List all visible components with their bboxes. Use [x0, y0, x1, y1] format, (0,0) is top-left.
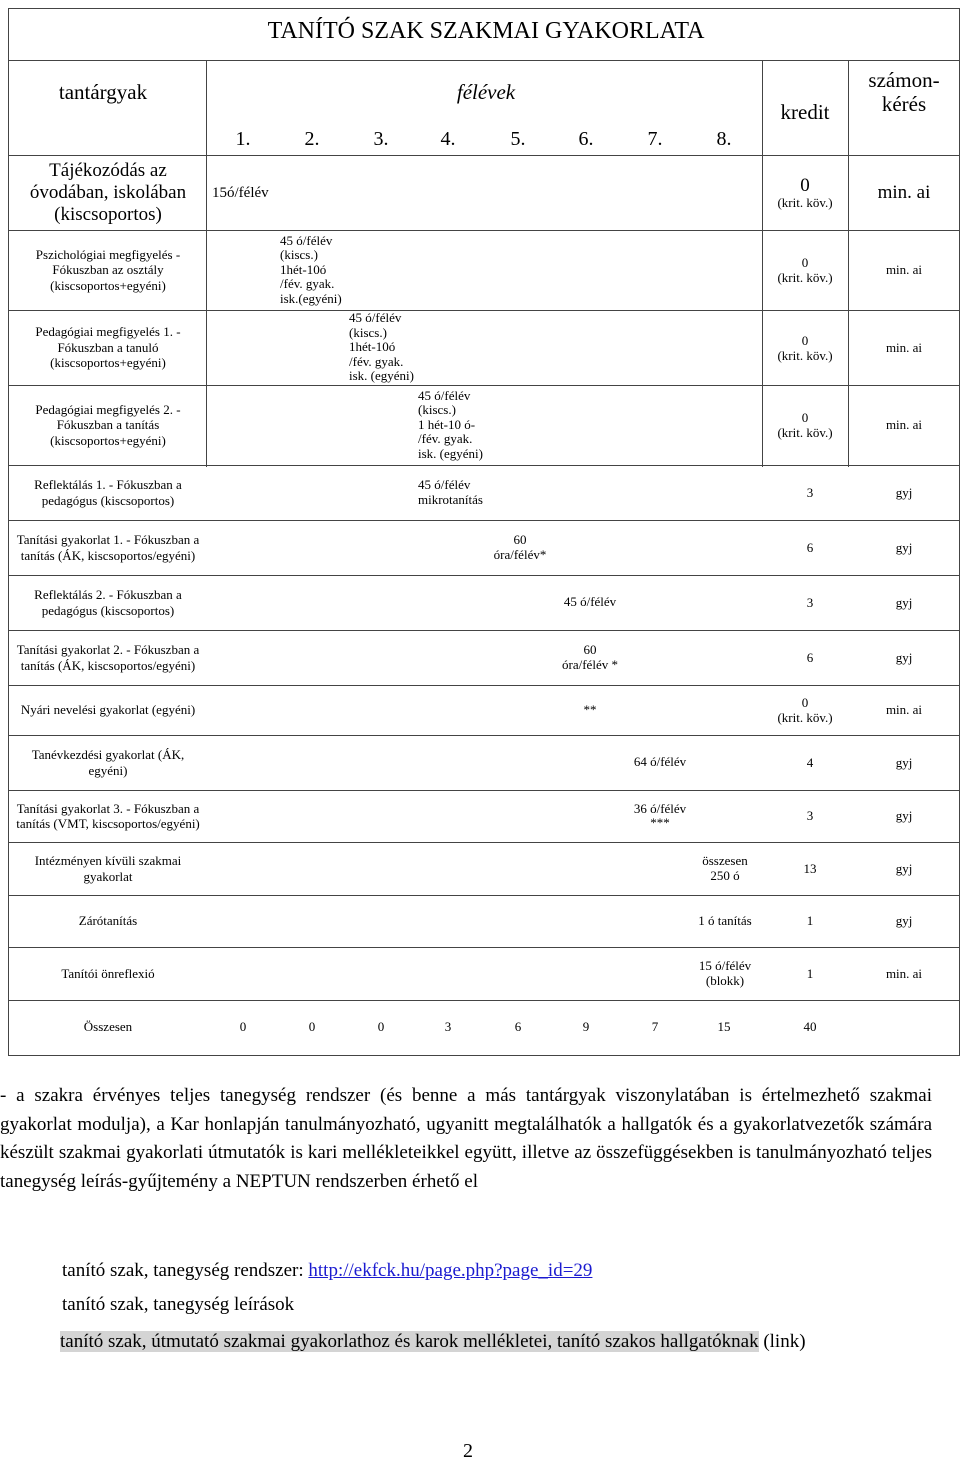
semester-load: 45 ó/félév [563, 594, 617, 610]
credit-value: 0 [801, 255, 809, 270]
credit-value: 3 [806, 808, 814, 823]
table-hline [8, 1055, 960, 1056]
assessment-value: min. ai [877, 181, 931, 203]
credit-value: 0 [801, 332, 809, 348]
semester-load: 1 ó tanítás [698, 912, 752, 928]
page-number: 2 [463, 1440, 473, 1462]
link-line-3-highlighted[interactable]: tanító szak, útmutató szakmai gyakorlathoz és karok mellékletei, tanító szakos hallgatóknak [60, 1331, 759, 1352]
credit-value: 6 [806, 539, 814, 555]
credit-value: 1 [806, 965, 814, 981]
table-hline [8, 842, 960, 843]
semester-load: összesen 250 ó [702, 853, 748, 883]
assessment-value: min. ai [885, 965, 923, 981]
table-hline [8, 947, 960, 948]
semester-number: 8. [716, 128, 732, 150]
semester-load: 60 óra/félév * [562, 642, 618, 672]
totals-semester-value: 0 [239, 1019, 247, 1034]
subject-name: Tanítási gyakorlat 3. - Fókuszban a tanítás (VMT, kiscsoportos/egyéni) [16, 800, 200, 831]
table-hline [8, 895, 960, 896]
totals-semester-value: 7 [651, 1019, 659, 1034]
table-hline [8, 230, 960, 231]
semester-number: 4. [440, 128, 456, 150]
assessment-value: min. ai [885, 702, 923, 717]
table-hline [8, 60, 960, 61]
totals-semester-value: 3 [444, 1019, 452, 1034]
table-hline [8, 520, 960, 521]
totals-semester-value: 0 [377, 1019, 385, 1034]
table-hline [8, 735, 960, 736]
semester-number: 1. [235, 128, 251, 150]
credit-note: (krit. köv.) [777, 710, 833, 725]
header-subjects: tantárgyak [58, 80, 148, 104]
subject-name: Tájékozódás az óvodában, iskolában (kiscsoportos) [29, 159, 187, 225]
header-credit: kredit [780, 100, 830, 124]
header-semesters: félévek [456, 80, 516, 104]
semester-load: 45 ó/félév (kiscs.) 1 hét-10 ó- /fév. gyak. isk. (egyéni) [418, 387, 483, 461]
table-hline [8, 8, 960, 9]
assessment-value: gyj [895, 754, 913, 770]
semester-load: 15ó/félév [212, 184, 269, 201]
credit-value: 3 [806, 484, 814, 500]
semester-number: 6. [578, 128, 594, 150]
link-line-2: tanító szak, tanegység leírások [62, 1294, 295, 1315]
semester-number: 7. [647, 128, 663, 150]
totals-semester-value: 0 [308, 1019, 316, 1034]
table-hline [8, 685, 960, 686]
semester-load: 15 ó/félév (blokk) [698, 958, 752, 988]
table-vline [206, 60, 207, 467]
assessment-value: min. ai [885, 339, 923, 355]
table-hline [8, 1000, 960, 1001]
semester-load: 45 ó/félév mikrotanítás [418, 477, 483, 507]
table-vline [8, 8, 9, 1055]
table-hline [8, 790, 960, 791]
subject-name: Tanévkezdési gyakorlat (ÁK, egyéni) [31, 747, 185, 778]
semester-load: 45 ó/félév (kiscs.) 1hét-10ó /fév. gyak. isk. (egyéni) [349, 310, 414, 384]
credit-note: (krit. köv.) [777, 194, 833, 210]
assessment-value: gyj [895, 649, 913, 665]
subject-name: Zárótanítás [78, 913, 138, 929]
assessment-value: gyj [895, 539, 913, 555]
credit-value: 0 [801, 410, 809, 425]
assessment-value: gyj [895, 484, 913, 500]
assessment-value: gyj [895, 808, 913, 823]
subject-name: Nyári nevelési gyakorlat (egyéni) [20, 702, 196, 718]
semester-number: 5. [510, 128, 526, 150]
semester-load: 64 ó/félév [633, 754, 687, 770]
semester-load: 60 óra/félév* [493, 532, 547, 562]
subject-name: Tanítási gyakorlat 1. - Fókuszban a tanítás (ÁK, kiscsoportos/egyéni) [16, 532, 200, 563]
table-hline [8, 575, 960, 576]
totals-semester-value: 6 [514, 1019, 522, 1034]
totals-credit: 40 [803, 1019, 817, 1034]
subject-name: Reflektálás 1. - Fókuszban a pedagógus (kiscsoportos) [34, 477, 182, 508]
credit-value: 3 [806, 594, 814, 610]
link-line-1 [62, 1260, 592, 1282]
credit-value: 0 [800, 174, 810, 196]
table-hline [8, 155, 960, 156]
assessment-value: min. ai [885, 417, 923, 432]
subject-name: Pszichológiai megfigyelés - Fókuszban az osztály (kiscsoportos+egyéni) [35, 246, 181, 293]
subject-name: Pedagógiai megfigyelés 1. - Fókuszban a tanuló (kiscsoportos+egyéni) [35, 324, 181, 371]
semester-load: ** [583, 701, 597, 717]
link-line-3 [60, 1327, 932, 1356]
assessment-value: gyj [895, 860, 913, 876]
link-line-1-label: tanító szak, tanegység rendszer: [62, 1260, 309, 1281]
credit-value: 13 [803, 860, 817, 876]
tanegyseg-rendszer-link[interactable]: http://ekfck.hu/page.php?page_id=29 [308, 1260, 593, 1281]
semester-load: 45 ó/félév (kiscs.) 1hét-10ó /fév. gyak. isk.(egyéni) [280, 232, 342, 306]
credit-value: 6 [806, 649, 814, 665]
table-hline [8, 310, 960, 311]
subject-name: Reflektálás 2. - Fókuszban a pedagógus (kiscsoportos) [34, 587, 182, 618]
table-hline [8, 630, 960, 631]
totals-label: Összesen [83, 1019, 133, 1034]
subject-name: Pedagógiai megfigyelés 2. - Fókuszban a tanítás (kiscsoportos+egyéni) [35, 401, 181, 448]
credit-value: 0 [801, 695, 809, 710]
assessment-value: gyj [895, 913, 913, 928]
assessment-value: gyj [895, 594, 913, 610]
description-paragraph: - a szakra érvényes teljes tanegység rendszer (és benne a más tantárgyak viszonylatában is értelmezhető szakmai gyakorlat modulja), a Kar honlapján tanulmányozható, ugyanitt megtalálhatók a hallgatók és a gyakorlatvezetők számára készült szakmai gyakorlati útmutatók is kari mellékleteikkel együtt, illetve az összefüggésekben is tanulmányozható teljes tanegység leírás-gyűjtemény a NEPTUN rendszerben érhető el [0, 1085, 932, 1192]
subject-name: Tanítási gyakorlat 2. - Fókuszban a tanítás (ÁK, kiscsoportos/egyéni) [16, 642, 200, 673]
credit-value: 1 [806, 913, 814, 928]
subject-name: Tanítói önreflexió [61, 965, 155, 981]
credit-note: (krit. köv.) [777, 347, 833, 363]
credit-value: 4 [806, 754, 814, 770]
totals-semester-value: 9 [582, 1019, 590, 1034]
header-assessment: számon- kérés [868, 68, 940, 116]
semester-load: 36 ó/félév *** [633, 800, 687, 830]
assessment-value: min. ai [885, 262, 923, 277]
semester-number: 2. [304, 128, 320, 150]
credit-note: (krit. köv.) [777, 270, 833, 285]
table-hline [8, 465, 960, 466]
page-title: TANÍTÓ SZAK SZAKMAI GYAKORLATA [267, 18, 705, 44]
semester-number: 3. [373, 128, 389, 150]
subject-name: Intézményen kívüli szakmai gyakorlat [34, 853, 182, 884]
link-line-3-rest: (link) [758, 1331, 806, 1352]
table-hline [8, 385, 960, 386]
credit-note: (krit. köv.) [777, 425, 833, 440]
totals-semester-value: 15 [717, 1019, 731, 1034]
